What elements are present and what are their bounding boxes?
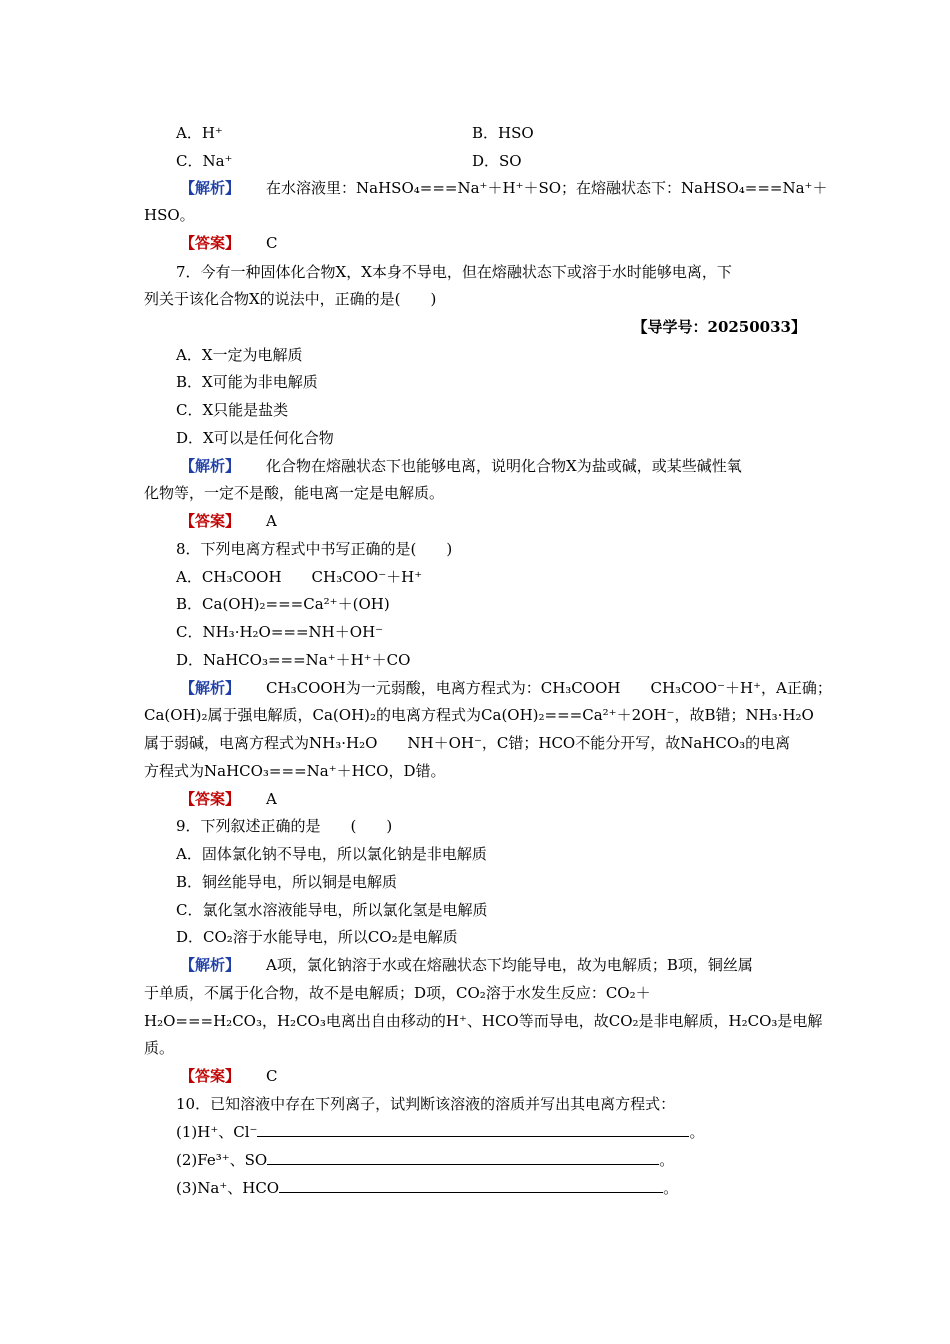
q8-option-c[interactable]: C．NH₃·H₂O===NH＋OH⁻ [176, 623, 384, 641]
q10-stem: 10．已知溶液中存在下列离子，试判断该溶液的溶质并写出其电离方程式： [176, 1095, 676, 1113]
answer-value: A [266, 512, 277, 530]
q8-analysis-line-3: 属于弱碱，电离方程式为NH₃·H₂O NH＋OH⁻，C错；HCO不能分开写，故NaHCO₃的电离 [144, 734, 791, 752]
q6-option-c[interactable]: C．Na⁺ [176, 152, 233, 170]
q8-answer [180, 788, 277, 810]
q8-option-b[interactable]: B．Ca(OH)₂===Ca²⁺＋(OH) [176, 595, 390, 613]
answer-tag: 【答案】 [180, 1067, 241, 1085]
analysis-tag: 【解析】 [180, 956, 241, 974]
q8-analysis-line-1: 【解析】 CH₃COOH为一元弱酸，电离方程式为：CH₃COOH CH₃COO⁻＋H⁺，A正确； [180, 679, 832, 697]
q10-item-3: (3)Na⁺、HCO 。 [176, 1179, 679, 1197]
q8-option-d[interactable]: D．NaHCO₃===Na⁺＋H⁺＋CO [176, 651, 411, 669]
q6-option-a[interactable]: A．H⁺ [176, 124, 223, 142]
q9-analysis-line-2: 于单质，不属于化合物，故不是电解质；D项，CO₂溶于水发生反应：CO₂＋ [144, 984, 651, 1002]
answer-value: C [266, 1067, 278, 1085]
q8-analysis-line-4: 方程式为NaHCO₃===Na⁺＋HCO，D错。 [144, 762, 446, 780]
q7-analysis-line-1: 【解析】 化合物在熔融状态下也能够电离，说明化合物X为盐或碱，或某些碱性氧 [180, 457, 742, 475]
q7-option-d[interactable]: D．X可以是任何化合物 [176, 429, 334, 447]
q7-option-a[interactable]: A．X一定为电解质 [176, 346, 303, 364]
q8-analysis-line-2: Ca(OH)₂属于强电解质，Ca(OH)₂的电离方程式为Ca(OH)₂===Ca²⁺＋2OH⁻，故B错；NH₃·H₂O [144, 706, 814, 724]
q9-answer [180, 1065, 278, 1087]
answer-value: A [266, 790, 277, 808]
q6-analysis-line-2: HSO。 [144, 206, 195, 224]
answer-blank-2[interactable] [267, 1149, 659, 1165]
q10-item-2: (2)Fe³⁺、SO 。 [176, 1151, 675, 1169]
q7-stem-line-1: 7．今有一种固体化合物X，X本身不导电，但在熔融状态下或溶于水时能够电离，下 [176, 263, 732, 281]
answer-value: C [266, 234, 278, 252]
q9-option-b[interactable]: B．铜丝能导电，所以铜是电解质 [176, 873, 398, 891]
q7-stem-line-2: 列关于该化合物X的说法中，正确的是( ) [144, 290, 437, 308]
q9-analysis-line-3: H₂O===H₂CO₃，H₂CO₃电离出自由移动的H⁺、HCO等而导电，故CO₂是非电解质，H₂CO₃是电解 [144, 1012, 823, 1030]
q8-stem: 8．下列电离方程式中书写正确的是( ) [176, 540, 453, 558]
q7-analysis-line-2: 化物等，一定不是酸，能电离一定是电解质。 [144, 484, 445, 502]
q9-analysis-line-1: 【解析】 A项，氯化钠溶于水或在熔融状态下均能导电，故为电解质；B项，铜丝属 [180, 956, 753, 974]
q7-reference-number: 【导学号：20250033】 [632, 318, 806, 336]
analysis-tag: 【解析】 [180, 457, 241, 475]
answer-tag: 【答案】 [180, 512, 241, 530]
answer-tag: 【答案】 [180, 234, 241, 252]
analysis-tag: 【解析】 [180, 679, 241, 697]
q9-option-c[interactable]: C．氯化氢水溶液能导电，所以氯化氢是电解质 [176, 901, 488, 919]
q7-option-c[interactable]: C．X只能是盐类 [176, 401, 289, 419]
q6-option-d[interactable]: D．SO [472, 152, 522, 170]
q7-option-b[interactable]: B．X可能为非电解质 [176, 373, 318, 391]
q10-item-1: (1)H⁺、Cl⁻ 。 [176, 1123, 705, 1141]
q6-option-b[interactable]: B．HSO [472, 124, 534, 142]
q9-option-d[interactable]: D．CO₂溶于水能导电，所以CO₂是电解质 [176, 928, 458, 946]
q9-stem: 9．下列叙述正确的是 ( ) [176, 817, 393, 835]
answer-blank-1[interactable] [257, 1121, 689, 1137]
q6-answer [180, 232, 278, 254]
answer-tag: 【答案】 [180, 790, 241, 808]
q8-option-a[interactable]: A．CH₃COOH CH₃COO⁻＋H⁺ [176, 568, 423, 586]
q9-analysis-line-4: 质。 [144, 1039, 175, 1057]
q9-option-a[interactable]: A．固体氯化钠不导电，所以氯化钠是非电解质 [176, 845, 487, 863]
analysis-tag: 【解析】 [180, 179, 241, 197]
q6-analysis-line-1: 【解析】 在水溶液里：NaHSO₄===Na⁺＋H⁺＋SO；在熔融状态下：NaHSO₄===Na⁺＋ [180, 179, 828, 197]
q7-answer [180, 510, 277, 532]
answer-blank-3[interactable] [279, 1177, 663, 1193]
